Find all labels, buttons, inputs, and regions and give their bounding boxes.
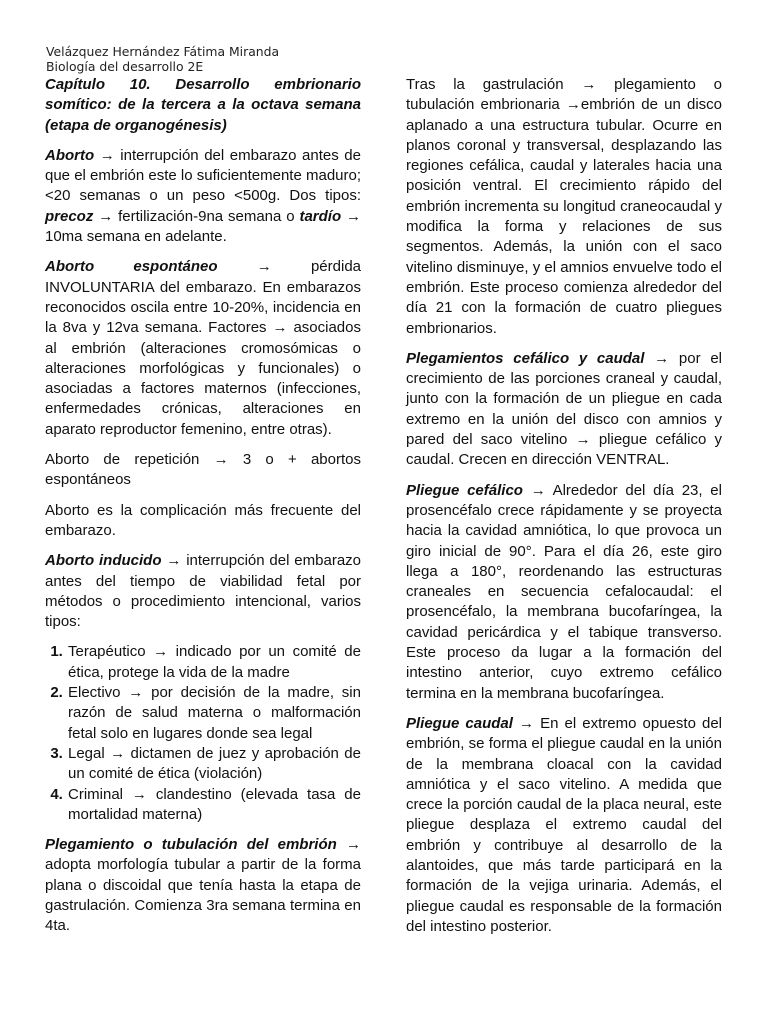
term-pliegue-caudal: Pliegue caudal [406, 714, 513, 732]
paragraph-aborto-repeticion: Aborto de repetición → 3 o + abortos espontáneos [45, 451, 361, 489]
espontaneo-text: → pérdida INVOLUNTARIA del embarazo. En embarazos reconocidos oscila entre 10-20%, incidencia en la 8va y 12va semana. Factores → asociados al embrión (alteraciones cromosómicas o alteraciones morfológicas y funcionales) o asociadas a factores maternos (infecciones, enfermedades crónicas, alteraciones en aparato reproductor femenino, entre otras). [45, 258, 362, 438]
paragraph-plegamientos-cefalico-caudal [406, 349, 722, 471]
inducido-text: → interrupción del embarazo antes del tiempo de viabilidad fetal por métodos o procedimiento intencional, varios tipos: [45, 552, 362, 631]
chapter-title: Capítulo 10. Desarrollo embrionario somítico: de la tercera a la octava semana (etapa de organogénesis) [45, 76, 361, 134]
paragraph-complicacion: Aborto es la complicación más frecuente del embarazo. [45, 501, 361, 539]
term-tardio: tardío [299, 207, 342, 225]
right-column [406, 75, 722, 947]
pliegue-cefalico-text: → Alrededor del día 23, el prosencéfalo crece rápidamente y se proyecta hacia la cavidad amniótica, lo que provoca un giro inicial de 90°. Para el día 26, este giro llega a 180°, reordenando las estructuras craneales en secuencia cefalocaudal: el prosencéfalo, la membrana bucofaríngea, la cavidad pericárdica y el tabique transverso. Este proceso da lugar a la formación del intestino anterior, cuyo extremo cefálico termina en la membrana bucofaríngea. [406, 481, 722, 702]
aborto-text-1: → interrupción del embarazo antes de que el embrión este lo suficientemente maduro; <20 semanas o un peso <500g. Dos tipos: [45, 146, 362, 205]
paragraph-aborto-espontaneo [45, 257, 361, 440]
list-item: 1. Terapéutico → indicado por un comité de ética, protege la vida de la madre [67, 642, 361, 683]
course-name: Biología del desarrollo 2E [46, 59, 204, 74]
aborto-text-2: → fertilización-9na semana o [93, 207, 300, 225]
term-precoz: precoz [45, 207, 94, 225]
paragraph-pliegue-cefalico [406, 481, 722, 704]
term-aborto-espontaneo: Aborto espontáneo [45, 258, 218, 276]
list-item: 3. Legal → dictamen de juez y aprobación de un comité de ética (violación) [67, 744, 361, 785]
cefalico-caudal-text: → por el crecimiento de las porciones craneal y caudal, junto con la formación de un pliegue en cada extremo en la unión del disco con amnios y pared del saco vitelino → pliegue cefálico y caudal. Crecen en dirección VENTRAL. [406, 349, 722, 469]
pliegue-caudal-text: → En el extremo opuesto del embrión, se forma el pliegue caudal en la unión de la membrana cloacal con la cavidad amniótica y el saco vitelino. A medida que crece la porción caudal de la placa neural, este pliegue desplaza el extremo caudal del embrión y contribuye al desarrollo de la alantoides, que más tarde participará en la formación de la vejiga urinaria. Además, el pliegue caudal es responsable de la formación del intestino posterior. [406, 714, 722, 935]
left-column [45, 75, 361, 947]
term-aborto-inducido: Aborto inducido [45, 552, 162, 570]
term-plegamientos-cefalico-caudal: Plegamientos cefálico y caudal [406, 349, 645, 367]
tipos-list [45, 642, 361, 825]
document-header [46, 44, 279, 74]
paragraph-aborto-inducido [45, 551, 361, 632]
list-item: 4. Criminal → clandestino (elevada tasa de mortalidad materna) [67, 785, 361, 826]
author-name: Velázquez Hernández Fátima Miranda [46, 44, 280, 59]
paragraph-intro-gastrulacion: Tras la gastrulación → plegamiento o tubulación embrionaria →embrión de un disco aplanado a una estructura tubular. Ocurre en planos coronal y transversal, desplazando las regiones cefálica, caudal y laterales hacia una posición ventral. El crecimiento rápido del embrión incrementa su longitud craneocaudal y modifica la forma y relaciones de sus segmentos. Además, la unión con el saco vitelino disminuye, y el amnios envuelve todo el embrión. Este proceso comienza alrededor del día 21 con la formación de cuatro pliegues embrionarios. [406, 76, 723, 337]
term-pliegue-cefalico: Pliegue cefálico [406, 481, 523, 499]
term-plegamiento: Plegamiento o tubulación del embrión [45, 836, 337, 854]
aborto-text-3: → 10ma semana en adelante. [45, 207, 361, 246]
paragraph-plegamiento [45, 835, 361, 936]
term-aborto: Aborto [45, 146, 95, 164]
plegamiento-text: → adopta morfología tubular a partir de la forma plana o discoidal que tenía hasta la etapa de gastrulación. Comienza 3ra semana termina en 4ta. [45, 836, 361, 935]
paragraph-pliegue-caudal [406, 714, 722, 937]
list-item: 2. Electivo → por decisión de la madre, sin razón de salud materna o malformación fetal solo en lugares donde sea legal [67, 683, 361, 744]
paragraph-aborto [45, 146, 361, 247]
